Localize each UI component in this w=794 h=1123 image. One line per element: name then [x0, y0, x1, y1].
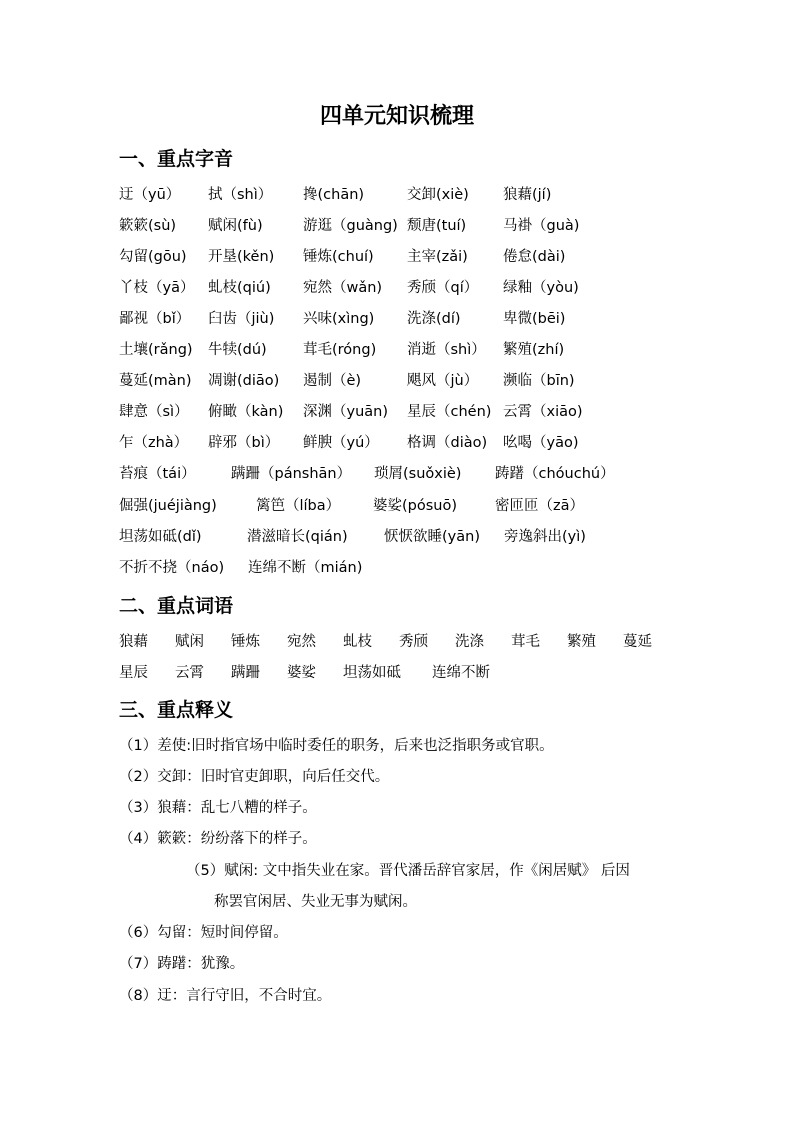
vocabulary-word: 蹒跚: [231, 665, 260, 681]
pronunciation-entry: 云霄（xiāo): [503, 404, 583, 420]
pronunciation-entry: 拭（shì）: [208, 187, 273, 203]
pronunciation-entry: 丫枝（yā）: [119, 280, 195, 296]
pronunciation-entry: 密匝匝（zā）: [495, 498, 584, 514]
pronunciation-entry: 踌躇（chóuchú）: [495, 466, 615, 482]
pronunciation-entry: 星辰（chén): [407, 404, 492, 420]
pronunciation-entry: 辟邪（bì）: [208, 435, 280, 451]
pronunciation-entry: 凋谢(diāo): [208, 373, 280, 389]
pronunciation-entry: 宛然（wǎn): [303, 280, 383, 296]
pronunciation-entry: 琐屑(suǒxiè): [374, 466, 462, 482]
pronunciation-entry: 繁殖(zhí): [503, 342, 565, 358]
pronunciation-entry: 格调（diào): [407, 435, 488, 451]
definition-item: （2）交卸：旧时官吏卸职，向后任交代。: [119, 769, 390, 785]
pronunciation-entry: 洗涤(dí): [407, 311, 461, 327]
definition-item: （3）狼藉：乱七八糟的样子。: [119, 800, 317, 816]
pronunciation-entry: 迂（yū）: [119, 187, 181, 203]
pronunciation-entry: 土壤(rǎng): [119, 342, 193, 358]
page-title: 四单元知识梳理: [319, 104, 474, 129]
pronunciation-entry: 开垦(kěn): [208, 249, 275, 265]
pronunciation-entry: 俯瞰（kàn): [208, 404, 284, 420]
pronunciation-entry: 卑微(bēi): [503, 311, 566, 327]
pronunciation-entry: 主宰(zǎi): [407, 249, 468, 265]
pronunciation-entry: 濒临（bīn): [503, 373, 575, 389]
pronunciation-row: [119, 245, 699, 269]
pronunciation-row: [119, 494, 699, 518]
pronunciation-entry: 锤炼(chuí): [303, 249, 374, 265]
pronunciation-entry: 鲜腴（yú）: [303, 435, 379, 451]
section-heading-vocabulary: 二、重点词语: [119, 595, 234, 617]
pronunciation-entry: 虬枝(qiú): [208, 280, 271, 296]
pronunciation-entry: 牛犊(dú): [208, 342, 267, 358]
pronunciation-entry: 潜滋暗长(qián): [247, 529, 348, 545]
pronunciation-row: [119, 400, 699, 424]
pronunciation-entry: 鄙视（bǐ）: [119, 311, 191, 327]
vocabulary-word: 洗涤: [455, 634, 484, 650]
pronunciation-entry: 旁逸斜出(yì): [504, 529, 586, 545]
definition-item: （1）差使:旧时指官场中临时委任的职务，后来也泛指职务或官职。: [119, 738, 554, 754]
vocabulary-word: 蔓延: [623, 634, 652, 650]
pronunciation-entry: 马褂（guà): [503, 218, 580, 234]
pronunciation-row: [119, 556, 699, 580]
vocabulary-word: 茸毛: [511, 634, 540, 650]
pronunciation-row: [119, 431, 699, 455]
pronunciation-entry: 颓唐(tuí): [407, 218, 467, 234]
pronunciation-entry: 婆娑(pósuō): [373, 498, 458, 514]
pronunciation-entry: 蹒跚（pánshān）: [231, 466, 352, 482]
pronunciation-row: [119, 214, 699, 238]
pronunciation-entry: 游逛（guàng): [303, 218, 398, 234]
pronunciation-row: [119, 462, 699, 486]
definition-item: （4）簌簌：纷纷落下的样子。: [119, 831, 317, 847]
pronunciation-entry: 肆意（sì）: [119, 404, 189, 420]
pronunciation-entry: 消逝（shì）: [407, 342, 486, 358]
pronunciation-entry: 苔痕（tái）: [119, 466, 196, 482]
pronunciation-entry: 绿釉（yòu): [503, 280, 579, 296]
pronunciation-entry: 秀颀（qí）: [407, 280, 479, 296]
pronunciation-row: [119, 276, 699, 300]
vocabulary-word: 星辰: [119, 665, 148, 681]
vocabulary-word: 坦荡如砥: [343, 665, 401, 681]
definition-item: （6）勾留：短时间停留。: [119, 925, 288, 941]
vocabulary-word: 繁殖: [567, 634, 596, 650]
vocabulary-word: 狼藉: [119, 634, 148, 650]
definition-item: （8）迂：言行守旧，不合时宜。: [119, 988, 332, 1004]
pronunciation-entry: 恹恹欲睡(yān): [384, 529, 480, 545]
pronunciation-entry: 深渊（yuān): [303, 404, 389, 420]
pronunciation-entry: 臼齿（jiù): [208, 311, 275, 327]
pronunciation-entry: 倦怠(dài): [503, 249, 566, 265]
pronunciation-entry: 吆喝（yāo): [503, 435, 579, 451]
definition-item: （5）赋闲: 文中指失业在家。晋代潘岳辞官家居，作《闲居赋》 后因: [186, 863, 630, 879]
pronunciation-entry: 飓风（jù）: [407, 373, 479, 389]
vocabulary-word: 虬枝: [343, 634, 372, 650]
pronunciation-entry: 簌簌(sù): [119, 218, 177, 234]
section-heading-pronunciation: 一、重点字音: [119, 148, 234, 170]
pronunciation-row: [119, 338, 699, 362]
pronunciation-entry: 坦荡如砥(dǐ): [119, 529, 202, 545]
pronunciation-entry: 蔓延(màn): [119, 373, 192, 389]
pronunciation-entry: 不折不挠（náo): [119, 560, 225, 576]
definition-item: （7）踌躇：犹豫。: [119, 956, 245, 972]
pronunciation-entry: 倔强(juéjiàng): [119, 498, 217, 514]
pronunciation-row: [119, 369, 699, 393]
vocabulary-word: 连绵不断: [432, 665, 490, 681]
pronunciation-entry: 交卸(xiè): [407, 187, 469, 203]
vocabulary-word: 宛然: [287, 634, 316, 650]
vocabulary-row: [119, 661, 699, 685]
pronunciation-entry: 勾留(gōu): [119, 249, 187, 265]
pronunciation-row: [119, 307, 699, 331]
pronunciation-row: [119, 525, 699, 549]
pronunciation-entry: 狼藉(jí): [503, 187, 552, 203]
pronunciation-row: [119, 183, 699, 207]
vocabulary-row: [119, 630, 699, 654]
pronunciation-entry: 乍（zhà）: [119, 435, 189, 451]
vocabulary-word: 云霄: [175, 665, 204, 681]
vocabulary-word: 秀颀: [399, 634, 428, 650]
definition-item: 称罢官闲居、失业无事为赋闲。: [214, 894, 417, 910]
pronunciation-entry: 赋闲(fù): [208, 218, 263, 234]
section-heading-definitions: 三、重点释义: [119, 699, 234, 721]
vocabulary-word: 锤炼: [231, 634, 260, 650]
pronunciation-entry: 兴味(xìng): [303, 311, 375, 327]
vocabulary-word: 赋闲: [175, 634, 204, 650]
pronunciation-entry: 茸毛(róng): [303, 342, 377, 358]
pronunciation-entry: 篱笆（líba）: [256, 498, 341, 514]
pronunciation-entry: 遏制（è): [303, 373, 362, 389]
pronunciation-entry: 连绵不断（mián): [248, 560, 363, 576]
pronunciation-entry: 搀(chān): [303, 187, 365, 203]
vocabulary-word: 婆娑: [287, 665, 316, 681]
